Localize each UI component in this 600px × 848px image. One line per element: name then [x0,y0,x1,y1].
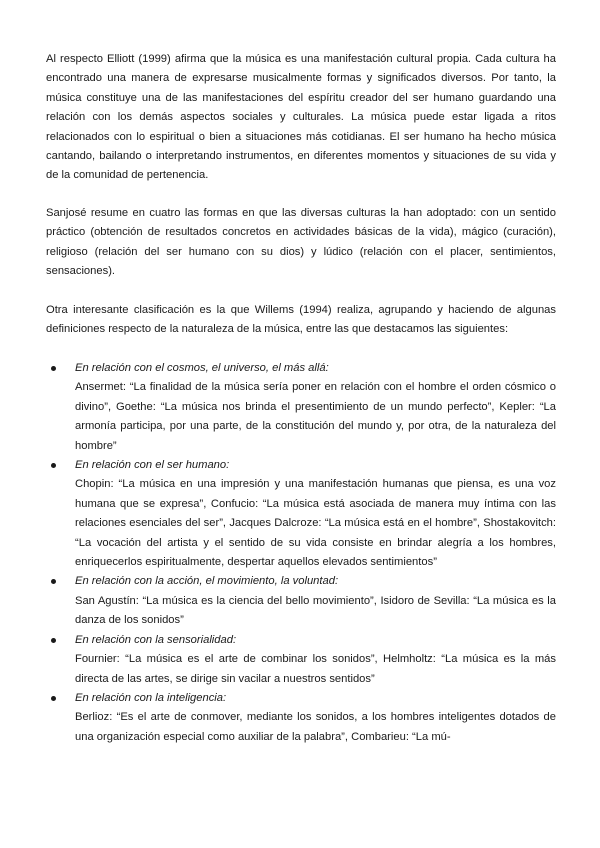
list-item-ser-humano [46,456,556,572]
list-item-title: En relación con el cosmos, el universo, el más allá: [75,362,329,374]
list-item-title: En relación con el ser humano: [75,459,230,472]
list-item-title: En relación con la inteligencia: [75,691,227,704]
list-item-accion [46,572,556,630]
bullet-icon [51,366,56,371]
list-item-inteligencia [46,689,556,747]
bullet-icon [51,638,56,643]
list-item-sensorialidad [46,631,556,689]
definitions-list [46,359,556,747]
list-item-title: En relación con la acción, el movimiento, la voluntad: [75,575,339,588]
list-item-text: Berlioz: “Es el arte de conmover, mediante los sonidos, a los hombres inteligentes dotados de una organización especial como auxiliar de la palabra”, Combarieu: “La mú- [75,711,556,743]
paragraph-elliott: Al respecto Elliott (1999) afirma que la música es una manifestación cultural propia. Cada cultura ha encontrado una manera de expresarse musicalmente formas y significados diversos. Por tanto, la música constituye una de las manifestaciones del espíritu creador del ser humano guardando una relación con los demás aspectos sociales y culturales. La música puede estar ligada a ritos relacionados con lo espiritual o bien a situaciones más cotidianas. El ser humano ha hecho música cantando, bailando o interpretando instrumentos, en diferentes momentos y situaciones de su vida y de la comunidad de pertenencia. [46,53,556,182]
list-item-text: Chopin: “La música en una impresión y una manifestación humanas que piensa, es una voz humana que se expresa”, Confucio: “La música está asociada de manera muy íntima con las relaciones esenciales del ser”, Jacques Dalcroze: “La música está en el hombre”, Shostakovitch: “La vocación del artista y el sentido de su vida consiste en brindar alegría a los hombres, enriquecerlos espiritualmente, despertar aquellos elevados sentimientos” [75,478,556,569]
list-item-cosmos [46,359,556,456]
bullet-icon [51,463,56,468]
list-item-text: San Agustín: “La música es la ciencia del bello movimiento”, Isidoro de Sevilla: “La música es la danza de los sonidos” [75,594,556,627]
list-item-text: Fournier: “La música es el arte de combinar los sonidos”, Helmholtz: “La música es la más directa de las artes, se dirige sin vacilar a nuestros sentidos” [75,653,556,685]
list-item-text: Ansermet: “La finalidad de la música sería poner en relación con el hombre el orden cósmico o divino”, Goethe: “La música nos brinda el presentimiento de un mundo perfecto”, Kepler: “La armonía participa, por una parte, de la constitución del mundo y, por otra, de la naturaleza del hombre” [75,381,556,452]
list-item-title: En relación con la sensorialidad: [75,633,237,646]
paragraph-willems: Otra interesante clasificación es la que Willems (1994) realiza, agrupando y haciendo de algunas definiciones respecto de la naturaleza de la música, entre las que destacamos las siguientes: [46,304,556,336]
bullet-icon [51,579,56,584]
bullet-icon [51,696,56,701]
paragraph-sanjose: Sanjosé resume en cuatro las formas en que las diversas culturas la han adoptado: con un sentido práctico (obtención de resultados concretos en actividades básicas de la vida), mágico (curación), religioso (relación del ser humano con su dios) y lúdico (relación con el placer, sentimientos, sensaciones). [46,207,556,278]
